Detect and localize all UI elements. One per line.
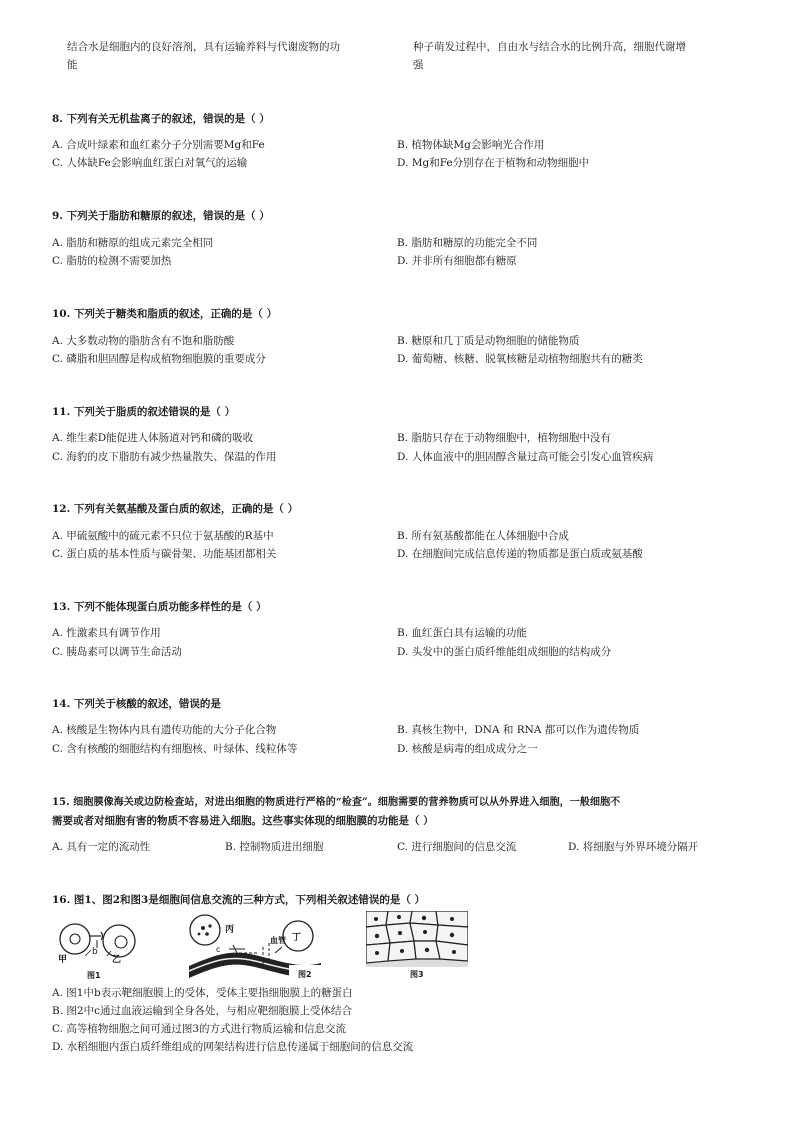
prev-option-left-line2: 能	[67, 59, 78, 71]
question-14-option-d[interactable]: D. 核酸是病毒的组成成分之一	[397, 743, 538, 755]
question-14-option-b[interactable]: B. 真核生物中，DNA 和 RNA 都可以作为遗传物质	[397, 724, 640, 736]
question-16-stem: 16. 图1、图2和图3是细胞间信息交流的三种方式，下列相关叙述错误的是（ ）	[52, 894, 425, 906]
question-11-option-d[interactable]: D. 人体血液中的胆固醇含量过高可能会引发心血管疾病	[397, 451, 654, 463]
figure-2	[185, 913, 340, 982]
question-11-option-a[interactable]: A. 维生素D能促进人体肠道对钙和磷的吸收	[52, 432, 254, 444]
figure-2-label-bing: 丙	[225, 925, 235, 935]
question-13-stem: 13. 下列不能体现蛋白质功能多样性的是（ ）	[52, 601, 267, 613]
prev-option-right-line1: 种子萌发过程中，自由水与结合水的比例升高，细胞代谢增	[413, 41, 686, 53]
question-13-option-c[interactable]: C. 胰岛素可以调节生命活动	[52, 646, 182, 658]
question-10-option-b[interactable]: B. 糖原和几丁质是动物细胞的储能物质	[397, 335, 580, 347]
question-11-option-b[interactable]: B. 脂肪只存在于动物细胞中，植物细胞中没有	[397, 432, 611, 444]
figure-2-label-xueguan: 血管	[270, 936, 286, 945]
question-16-option-c[interactable]: C. 高等植物细胞之间可通过图3的方式进行物质运输和信息交流	[52, 1023, 347, 1035]
question-14-stem: 14. 下列关于核酸的叙述，错误的是	[52, 698, 221, 710]
question-16-option-d[interactable]: D. 水稻细胞内蛋白质纤维组成的网架结构进行信息传递属于细胞间的信息交流	[52, 1041, 414, 1053]
question-11-option-c[interactable]: C. 海豹的皮下脂肪有减少热量散失、保温的作用	[52, 451, 277, 463]
figure-1-label-b: b	[92, 947, 98, 957]
question-11-stem: 11. 下列关于脂质的叙述错误的是（ ）	[52, 406, 236, 418]
question-12-option-d[interactable]: D. 在细胞间完成信息传递的物质都是蛋白质或氨基酸	[397, 548, 643, 560]
figure-2-label-c: c	[216, 945, 221, 954]
question-8-option-b[interactable]: B. 植物体缺Mg会影响光合作用	[397, 139, 545, 151]
question-9-option-d[interactable]: D. 并非所有细胞都有糖原	[397, 255, 517, 267]
question-10-option-a[interactable]: A. 大多数动物的脂肪含有不饱和脂肪酸	[52, 335, 235, 347]
question-15-option-d[interactable]: D. 将细胞与外界环境分隔开	[568, 841, 699, 853]
question-12-option-c[interactable]: C. 蛋白质的基本性质与碳骨架、功能基团都相关	[52, 548, 277, 560]
question-13-option-b[interactable]: B. 血红蛋白具有运输的功能	[397, 627, 527, 639]
question-10-option-c[interactable]: C. 磷脂和胆固醇是构成植物细胞膜的重要成分	[52, 353, 266, 365]
figure-3	[366, 911, 468, 982]
figure-2-caption: 图2	[298, 970, 312, 979]
figure-1-drawing	[55, 916, 155, 982]
question-15-stem-line1: 15. 细胞膜像海关或边防检查站，对进出细胞的物质进行严格的“检查”。细胞需要的营养物质可以从外界进入细胞，一般细胞不	[52, 797, 621, 808]
question-12-stem: 12. 下列有关氨基酸及蛋白质的叙述，正确的是（ ）	[52, 503, 299, 515]
question-14-option-c[interactable]: C. 含有核酸的细胞结构有细胞核、叶绿体、线粒体等	[52, 743, 298, 755]
question-9-stem: 9. 下列关于脂肪和糖原的叙述，错误的是（ ）	[52, 210, 270, 222]
question-15-stem-line2: 需要或者对细胞有害的物质不容易进入细胞。这些事实体现的细胞膜的功能是（ ）	[52, 815, 434, 827]
figure-2-drawing	[185, 913, 340, 982]
figure-1-label-jia: 甲	[58, 955, 68, 965]
question-15-option-c[interactable]: C. 进行细胞间的信息交流	[397, 841, 517, 853]
question-15-option-b[interactable]: B. 控制物质进出细胞	[225, 841, 324, 853]
figure-1-label-yi: 乙	[112, 955, 122, 965]
question-8-stem: 8. 下列有关无机盐离子的叙述，错误的是（ ）	[52, 113, 270, 125]
question-13-option-a[interactable]: A. 性激素具有调节作用	[52, 627, 161, 639]
question-9-option-b[interactable]: B. 脂肪和糖原的功能完全不同	[397, 237, 538, 249]
question-16-option-b[interactable]: B. 图2中c通过血液运输到全身各处，与相应靶细胞膜上受体结合	[52, 1005, 352, 1017]
question-10-option-d[interactable]: D. 葡萄糖、核糖、脱氧核糖是动植物细胞共有的糖类	[397, 353, 643, 365]
question-8-option-c[interactable]: C. 人体缺Fe会影响血红蛋白对氧气的运输	[52, 157, 248, 169]
prev-option-right-line2: 强	[413, 59, 424, 71]
question-8-option-a[interactable]: A. 合成叶绿素和血红素分子分别需要Mg和Fe	[52, 139, 265, 151]
question-13-option-d[interactable]: D. 头发中的蛋白质纤维能组成细胞的结构成分	[397, 646, 612, 658]
question-15-option-a[interactable]: A. 具有一定的流动性	[52, 841, 151, 853]
question-9-option-c[interactable]: C. 脂肪的检测不需要加热	[52, 255, 172, 267]
figure-2-label-ding: 丁	[292, 933, 302, 943]
question-10-stem: 10. 下列关于糖类和脂质的叙述，正确的是（ ）	[52, 308, 278, 320]
question-8-option-d[interactable]: D. Mg和Fe分别存在于植物和动物细胞中	[397, 157, 590, 169]
question-16-option-a[interactable]: A. 图1中b表示靶细胞膜上的受体，受体主要指细胞膜上的糖蛋白	[52, 987, 353, 999]
figure-1-caption: 图1	[87, 971, 101, 980]
figure-3-caption: 图3	[410, 970, 424, 979]
figure-1	[55, 916, 155, 982]
question-12-option-a[interactable]: A. 甲硫氨酸中的硫元素不只位于氨基酸的R基中	[52, 530, 274, 542]
question-14-option-a[interactable]: A. 核酸是生物体内具有遗传功能的大分子化合物	[52, 724, 277, 736]
question-9-option-a[interactable]: A. 脂肪和糖原的组成元素完全相同	[52, 237, 214, 249]
question-12-option-b[interactable]: B. 所有氨基酸都能在人体细胞中合成	[397, 530, 569, 542]
prev-option-left-line1: 结合水是细胞内的良好溶剂，具有运输养料与代谢废物的功	[67, 41, 340, 53]
